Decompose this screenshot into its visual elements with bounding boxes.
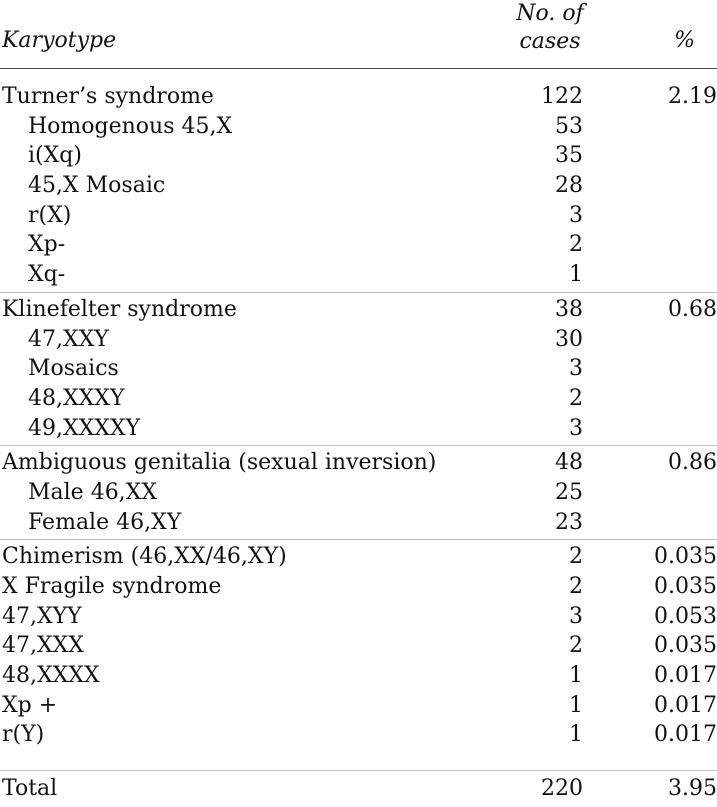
karyotype-label: 47,XYY (2, 603, 82, 629)
cases-value: 1 (569, 692, 583, 718)
percent-value: 2.19 (668, 84, 717, 109)
karyotype-label: X Fragile syndrome (2, 574, 222, 599)
row-group (0, 448, 717, 537)
cases-value: 30 (555, 326, 583, 352)
percent-value: 0.053 (654, 603, 717, 629)
table-row (0, 572, 717, 602)
table-row (0, 201, 717, 231)
header-cases (500, 0, 600, 56)
karyotype-label: 47,XXX (2, 633, 84, 659)
cases-value: 2 (569, 574, 583, 599)
cases-value: 25 (555, 479, 583, 505)
percent-value: 0.035 (654, 544, 717, 570)
header-percent: % (674, 28, 695, 53)
group-separator (0, 445, 717, 446)
table-row (0, 171, 717, 201)
table-row (0, 508, 717, 538)
karyotype-label: Chimerism (46,XX/46,XY) (2, 544, 287, 570)
karyotype-label: Ambiguous genitalia (sexual inversion) (2, 450, 437, 476)
karyotype-label: 47,XXY (28, 326, 109, 352)
cases-value: 2 (569, 544, 583, 570)
table-row (0, 325, 717, 355)
percent-value: 0.86 (668, 450, 717, 476)
table-row (0, 720, 717, 750)
total-row (0, 774, 717, 804)
percent-value: 0.017 (654, 692, 717, 718)
karyotype-label: Klinefelter syndrome (2, 296, 237, 322)
table-row (0, 414, 717, 444)
table-row (0, 384, 717, 414)
karyotype-label: r(X) (28, 202, 72, 228)
group-separator (0, 539, 717, 540)
table-row (0, 631, 717, 661)
total-rule (0, 770, 717, 771)
cases-value: 38 (555, 296, 583, 322)
karyotype-label: Mosaics (28, 356, 119, 382)
header-cases-line2: cases (519, 29, 581, 54)
cases-value: 3 (569, 202, 583, 228)
table-row (0, 542, 717, 572)
header-rule (0, 68, 717, 69)
karyotype-label: i(Xq) (28, 143, 82, 169)
row-group (0, 295, 717, 443)
percent-value: 0.68 (668, 296, 717, 322)
cases-value: 1 (569, 722, 583, 748)
karyotype-label: Turner’s syndrome (2, 84, 214, 109)
table-row (0, 602, 717, 632)
total-cases: 220 (541, 776, 583, 801)
karyotype-label: Male 46,XX (28, 479, 158, 505)
row-group (0, 542, 717, 750)
cases-value: 2 (569, 385, 583, 411)
percent-value: 0.035 (654, 574, 717, 599)
table-header (0, 0, 717, 68)
table-row (0, 478, 717, 508)
table-body (0, 82, 717, 750)
table-row (0, 112, 717, 142)
karyotype-label: 48,XXXX (2, 663, 100, 689)
karyotype-label: 48,XXXY (28, 385, 125, 411)
table-row (0, 260, 717, 290)
cases-value: 3 (569, 603, 583, 629)
table-row (0, 230, 717, 260)
cases-value: 1 (569, 663, 583, 689)
header-cases-line1: No. of (516, 1, 584, 26)
karyotype-label: Xq- (28, 262, 66, 288)
cases-value: 23 (555, 509, 583, 535)
cases-value: 35 (555, 143, 583, 169)
cases-value: 2 (569, 232, 583, 258)
row-group (0, 82, 717, 290)
cases-value: 1 (569, 262, 583, 288)
percent-value: 0.035 (654, 633, 717, 659)
cases-value: 122 (541, 84, 583, 109)
table-row (0, 661, 717, 691)
total-label: Total (2, 776, 58, 801)
cases-value: 3 (569, 356, 583, 382)
table-row (0, 82, 717, 112)
karyotype-label: Homogenous 45,X (28, 113, 233, 139)
cases-value: 2 (569, 633, 583, 659)
cases-value: 48 (555, 450, 583, 476)
karyotype-label: Xp + (2, 692, 58, 718)
header-karyotype: Karyotype (2, 28, 117, 53)
karyotype-label: Xp- (28, 232, 66, 258)
cases-value: 53 (555, 113, 583, 139)
percent-value: 0.017 (654, 663, 717, 689)
karyotype-label: 45,X Mosaic (28, 173, 166, 199)
group-separator (0, 292, 717, 293)
cases-value: 3 (569, 415, 583, 441)
table-row (0, 354, 717, 384)
karyotype-label: Female 46,XY (28, 509, 182, 535)
table-row (0, 295, 717, 325)
table-row (0, 448, 717, 478)
total-percent: 3.95 (668, 776, 717, 801)
table-row (0, 691, 717, 721)
karyotype-label: 49,XXXXY (28, 415, 141, 441)
table-row (0, 141, 717, 171)
percent-value: 0.017 (654, 722, 717, 748)
cases-value: 28 (555, 173, 583, 199)
karyotype-label: r(Y) (2, 722, 45, 748)
